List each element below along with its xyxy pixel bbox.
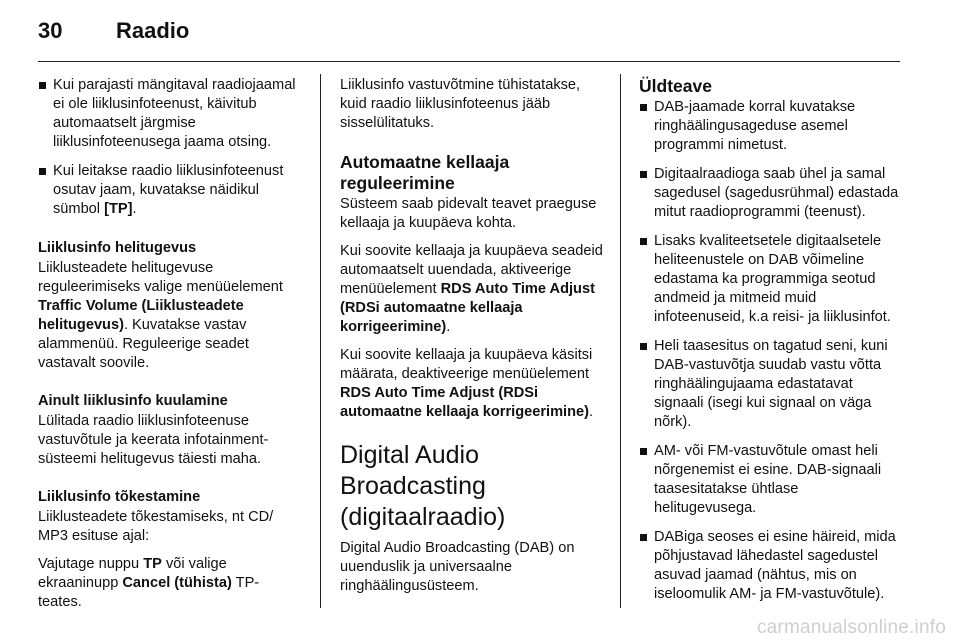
column-2: [340, 76, 606, 605]
bullet-list: [639, 98, 901, 604]
column-divider: [620, 74, 621, 608]
page-number: 30: [38, 18, 63, 43]
section-title: Raadio: [116, 18, 190, 43]
heading-dab: Digital Audio Broadcasting (digitaalraadio): [340, 441, 506, 531]
menu-item-name: RDS Auto Time Adjust (RDSi automaatne kellaaja korrigeerimine): [340, 385, 590, 420]
list-item: Lisaks kvaliteetsetele digitaalsetele heliteenustele on DAB võimeline edastama ka programmiga seotud andmeid ja mitmeid muid infoteenuseid, k.a reisi- ja liiklusinfot.: [639, 232, 901, 327]
text: .: [589, 404, 594, 420]
column-divider: [320, 74, 321, 608]
bullet-list: [38, 76, 300, 219]
paragraph: [38, 259, 300, 373]
text: Vajutage nuppu: [38, 556, 144, 572]
paragraph: Liiklusteadete tõkestamiseks, nt CD/ MP3 esituse ajal:: [38, 509, 274, 544]
list-item: [38, 162, 300, 219]
column-1: [38, 76, 300, 621]
button-name: TP: [143, 556, 162, 572]
paragraph: Süsteem saab pidevalt teavet praeguse kellaaja ja kuupäeva kohta.: [340, 196, 597, 231]
list-item-text: Kui parajasti mängitaval raadiojaamal ei ole liiklusinfoteenust, käivitub automaatselt järgmise liiklusinfoteenusega jaama otsing.: [53, 77, 296, 150]
list-item: AM- või FM-vastuvõtule omast heli nõrgenemist ei esine. DAB-signaali taasesitatakse ühtlase helitugevusega.: [639, 442, 901, 518]
text: .: [446, 319, 451, 335]
tp-symbol: [TP]: [104, 201, 133, 217]
punctuation: .: [132, 201, 137, 217]
header-rule: [38, 61, 900, 62]
column-3: [639, 76, 901, 614]
menu-item-name: RDS Auto Time Adjust (RDSi automaatne kellaaja korrigeerimine): [340, 281, 595, 335]
paragraph: Liiklusinfo vastuvõtmine tühistatakse, kuid raadio liiklusinfoteenus jääb sisselülitatuks.: [340, 77, 581, 131]
subheading-traffic-only: Ainult liiklusinfo kuulamine: [38, 393, 228, 409]
list-item-text: Kui leitakse raadio liiklusinfoteenust osutav jaam, kuvatakse näidikul sümbol: [53, 163, 284, 217]
button-name: Cancel (tühista): [122, 575, 232, 591]
paragraph: Digital Audio Broadcasting (DAB) on uuenduslik ja universaalne ringhäälingusüsteem.: [340, 540, 575, 594]
menu-item-name: Traffic Volume (Liiklusteadete helitugevus): [38, 298, 244, 333]
text: Kui soovite kellaaja ja kuupäeva seadeid automaatselt uuendada, aktiveerige menüüelement: [340, 243, 603, 297]
list-item: Digitaalraadioga saab ühel ja samal sagedusel (sagedusrühmal) edastada mitut raadioprogrammi (teenust).: [639, 165, 901, 222]
paragraph: [340, 242, 606, 337]
list-item: [38, 76, 300, 152]
subheading-overview: Üldteave: [639, 76, 712, 96]
watermark: carmanualsonline.info: [756, 617, 946, 638]
list-item: DABiga seoses ei esine häireid, mida põhjustavad lähedastel sagedustel asuvad jaamad (nähtus, mis on iseloomulik AM- ja FM-vastuvõtule).: [639, 528, 901, 604]
text: või valige ekraaninupp: [38, 556, 227, 591]
subheading-traffic-block: Liiklusinfo tõkestamine: [38, 489, 201, 505]
list-item: DAB-jaamade korral kuvatakse ringhäälingusageduse asemel programmi nimetust.: [639, 98, 901, 155]
paragraph: Lülitada raadio liiklusinfoteenuse vastuvõtule ja keerata infotainment-süsteemi helitugevus täiesti maha.: [38, 413, 269, 467]
paragraph: [340, 346, 606, 422]
text: Liiklusteadete helitugevuse reguleerimiseks valige menüüelement: [38, 260, 283, 295]
subheading-traffic-volume: Liiklusinfo helitugevus: [38, 240, 197, 256]
list-item: Heli taasesitus on tagatud seni, kuni DAB-vastuvõtja suudab vastu võtta ringhäälingujaama edastatavat signaali (isegi kui signaal on väga nõrk).: [639, 337, 901, 432]
text: TP-teates.: [38, 575, 260, 610]
text: Kui soovite kellaaja ja kuupäeva käsitsi määrata, deaktiveerige menüüelement: [340, 347, 593, 382]
paragraph: [38, 555, 300, 612]
subheading-auto-time: Automaatne kellaaja reguleerimine: [340, 152, 510, 193]
text: . Kuvatakse vastav alammenüü. Reguleerige seadet vastavalt soovile.: [38, 317, 249, 371]
